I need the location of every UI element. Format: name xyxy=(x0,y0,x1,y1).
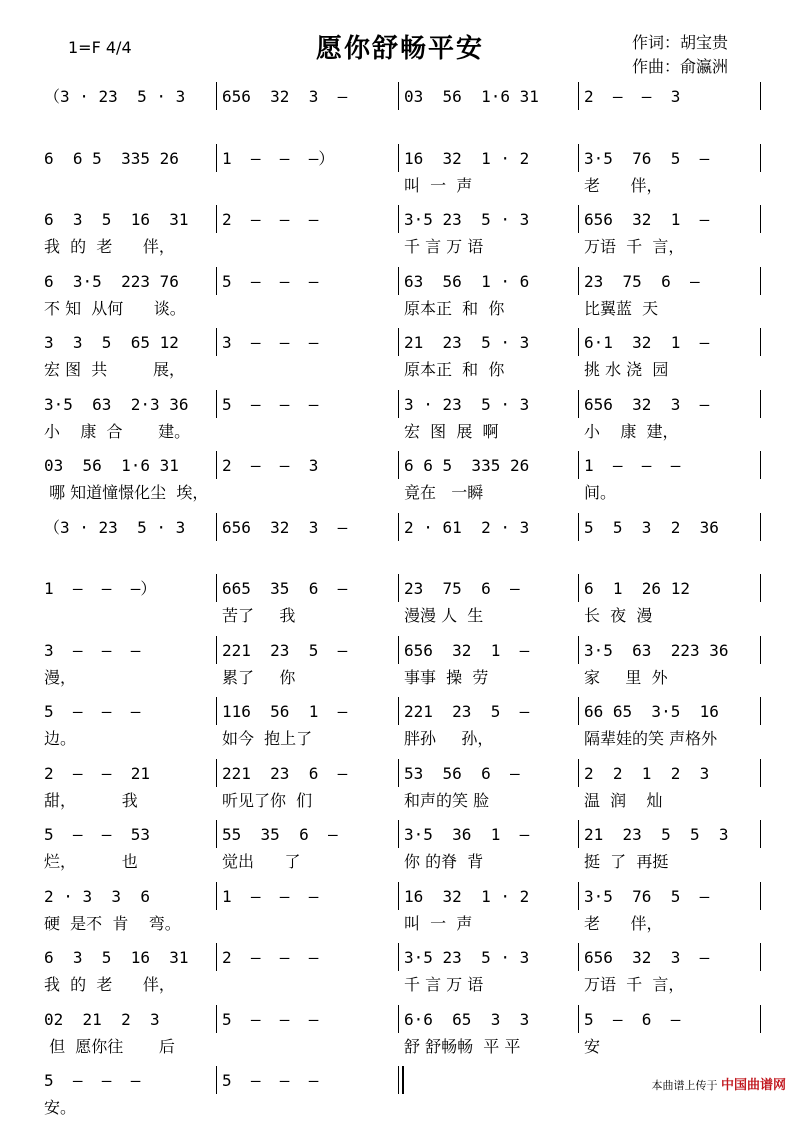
lyric-text: 隔辈娃的笑 声格外 xyxy=(584,729,718,748)
lyric-text: 舒 舒畅畅 平 平 xyxy=(404,1036,521,1056)
bar-line xyxy=(216,820,217,848)
lyric-text xyxy=(222,359,390,381)
measure-notes: 3 · 23 5 · 3 xyxy=(404,394,530,414)
measure-notes: 03 56 1·6 31 xyxy=(44,456,179,475)
bar-line xyxy=(578,144,579,172)
lyric-text: 你 的脊 背 xyxy=(404,852,484,871)
bar-line xyxy=(398,636,399,664)
lyric-text xyxy=(222,298,390,320)
key-signature: 1=F 4/4 xyxy=(68,38,132,57)
measure-notes: 6 3 5 16 31 xyxy=(44,210,189,229)
footer xyxy=(651,1074,786,1093)
bar-line xyxy=(578,697,579,725)
lyric-text: 千 言 万 语 xyxy=(404,975,484,994)
measure-notes: 1 — — —） xyxy=(44,579,157,598)
bar-line xyxy=(760,267,761,295)
score-row xyxy=(0,816,800,878)
lyric-text: 长 夜 漫 xyxy=(584,606,653,625)
score-row xyxy=(0,939,800,1001)
measure-notes: （3 · 23 5 · 3 xyxy=(44,517,186,537)
bar-line xyxy=(578,759,579,787)
site-logo: 中国曲谱网 xyxy=(720,1078,786,1093)
bar-line xyxy=(216,390,217,418)
measure-notes: 5 5 3 2 36 xyxy=(584,517,719,537)
measure-notes: 6 6 5 335 26 xyxy=(44,148,179,168)
lyric-text: 小 康 建， xyxy=(584,421,679,441)
bar-line xyxy=(216,759,217,787)
bar-line xyxy=(216,574,217,602)
bar-line xyxy=(398,697,399,725)
lyric-text: 宏 图 共 展， xyxy=(44,360,186,379)
lyric-text: 苦了 我 xyxy=(222,606,296,625)
measure-notes: 63 56 1 · 6 xyxy=(404,271,530,291)
measure-notes: 2 · 61 2 · 3 xyxy=(404,517,530,537)
lyric-text xyxy=(222,421,390,443)
score-row xyxy=(0,1062,800,1124)
measure-notes: 656 32 3 — xyxy=(222,87,348,106)
bar-line xyxy=(578,390,579,418)
bar-line xyxy=(398,328,399,356)
measure-notes: 5 — — — xyxy=(222,271,319,291)
bar-line xyxy=(578,820,579,848)
measure-notes: 3 — — — xyxy=(222,333,319,352)
lyric-text: 不 知 从何 谈。 xyxy=(44,298,186,318)
measure-notes: 3 3 5 65 12 xyxy=(44,333,179,352)
measure-notes: 23 75 6 — xyxy=(404,579,520,598)
measure-notes: 03 56 1·6 31 xyxy=(404,87,539,106)
measure-notes: 3·5 76 5 — xyxy=(584,148,710,168)
measure-notes: 3·5 63 223 36 xyxy=(584,640,729,660)
measure-notes: 1 — — — xyxy=(584,456,681,475)
lyric-text: 如今 抱上了 xyxy=(222,729,313,748)
score-row xyxy=(0,140,800,202)
lyric-text xyxy=(44,544,212,566)
measure-notes: 2 — — 21 xyxy=(44,763,150,783)
bar-line xyxy=(760,943,761,971)
bar-line xyxy=(578,513,579,541)
measure-notes: 3·5 23 5 · 3 xyxy=(404,948,530,967)
lyric-text xyxy=(584,113,752,135)
bar-line xyxy=(398,82,399,110)
bar-line xyxy=(398,882,399,910)
lyric-text: 烂， 也 xyxy=(44,852,138,871)
measure-notes: 221 23 6 — xyxy=(222,763,348,783)
lyric-text: 累了 你 xyxy=(222,667,296,687)
bar-line xyxy=(216,82,217,110)
score-row xyxy=(0,78,800,140)
bar-line xyxy=(216,697,217,725)
measure-notes: 2 — — 3 xyxy=(222,456,319,475)
bar-line xyxy=(578,1005,579,1033)
bar-line xyxy=(578,82,579,110)
measure-notes: 5 — — — xyxy=(222,1009,319,1029)
measure-notes: 5 — — — xyxy=(222,394,319,414)
bar-line xyxy=(398,943,399,971)
bar-line xyxy=(760,328,761,356)
lyricist-credit: 作词：胡宝贵 xyxy=(632,33,729,52)
bar-line xyxy=(216,1066,217,1094)
bar-line xyxy=(216,267,217,295)
lyric-text: 家 里 外 xyxy=(584,667,668,687)
bar-line xyxy=(398,759,399,787)
measure-notes: 5 — — 53 xyxy=(44,825,150,844)
measure-notes: 2 2 1 2 3 xyxy=(584,763,710,783)
lyric-text: 万语 千 言， xyxy=(584,237,685,256)
measure-notes: 2 — — — xyxy=(222,948,319,967)
composer-credit: 作曲：俞瀛洲 xyxy=(632,57,729,76)
measure-notes: 3·5 23 5 · 3 xyxy=(404,210,530,229)
measure-notes: 5 — — — xyxy=(44,702,141,721)
measure-notes: 1 — — — xyxy=(222,886,319,906)
bar-line xyxy=(760,513,761,541)
measure-notes: 6 1 26 12 xyxy=(584,579,690,598)
measure-notes: 55 35 6 — xyxy=(222,825,338,844)
measure-notes: 6 3·5 223 76 xyxy=(44,271,179,291)
measure-notes: 221 23 5 — xyxy=(222,640,348,660)
bar-line xyxy=(216,943,217,971)
lyric-text: 老 伴， xyxy=(584,175,663,195)
score-row xyxy=(0,447,800,509)
measure-notes: 21 23 5 5 3 xyxy=(584,825,729,844)
score-row xyxy=(0,201,800,263)
lyric-text xyxy=(44,605,212,627)
lyric-text xyxy=(44,175,212,197)
bar-line xyxy=(398,1066,399,1094)
lyric-text: 温 润 灿 xyxy=(584,790,663,810)
bar-line xyxy=(216,205,217,233)
measure-notes: 53 56 6 — xyxy=(404,763,520,783)
lyric-text: 硬 是不 肯 弯。 xyxy=(44,913,181,933)
lyric-text: 挑 水 浇 园 xyxy=(584,360,669,379)
bar-line xyxy=(760,759,761,787)
score-row xyxy=(0,632,800,694)
bar-line xyxy=(760,636,761,664)
footer-text: 本曲谱上传于 xyxy=(651,1079,718,1092)
bar-line xyxy=(578,205,579,233)
lyric-text: 漫漫 人 生 xyxy=(404,606,484,625)
bar-line xyxy=(398,267,399,295)
lyric-text: 宏 图 展 啊 xyxy=(404,421,499,441)
measure-notes: 23 75 6 — xyxy=(584,271,700,291)
score-row xyxy=(0,755,800,817)
measure-notes: 6·6 65 3 3 xyxy=(404,1009,530,1029)
score-row xyxy=(0,570,800,632)
measure-notes: 656 32 3 — xyxy=(584,948,710,967)
bar-line xyxy=(398,144,399,172)
bar-line xyxy=(760,205,761,233)
measure-notes: 6·1 32 1 — xyxy=(584,333,710,352)
lyric-text: 比翼蓝 天 xyxy=(584,298,659,318)
bar-line xyxy=(578,882,579,910)
bar-line xyxy=(398,513,399,541)
lyric-text xyxy=(584,544,752,566)
lyric-text: 事事 操 劳 xyxy=(404,667,489,687)
measure-notes: 3 — — — xyxy=(44,640,141,660)
score-row xyxy=(0,878,800,940)
lyric-text: 胖孙 孙， xyxy=(404,729,494,748)
lyric-text: 间。 xyxy=(584,483,617,502)
bar-line xyxy=(760,1005,761,1033)
bar-line xyxy=(398,1005,399,1033)
score-row xyxy=(0,1001,800,1063)
measure-notes: 1 — — —） xyxy=(222,148,335,168)
lyric-text xyxy=(44,113,212,135)
lyric-text: 哪 知道憧憬化尘 埃， xyxy=(44,483,209,502)
measure-notes: 5 — — — xyxy=(222,1071,319,1090)
measure-notes: 6 3 5 16 31 xyxy=(44,948,189,967)
measure-notes: 665 35 6 — xyxy=(222,579,348,598)
measure-notes: 02 21 2 3 xyxy=(44,1009,160,1029)
measure-notes: 116 56 1 — xyxy=(222,702,348,721)
bar-line xyxy=(578,451,579,479)
bar-line xyxy=(216,636,217,664)
lyric-text xyxy=(222,974,390,996)
lyric-text: 挺 了 再挺 xyxy=(584,852,669,871)
measure-notes: 656 32 1 — xyxy=(584,210,710,229)
bar-line xyxy=(578,267,579,295)
bar-line xyxy=(578,328,579,356)
measure-notes: 5 — — — xyxy=(44,1071,141,1090)
lyric-text xyxy=(222,1097,390,1119)
bar-line xyxy=(578,636,579,664)
lyric-text: 听见了你 们 xyxy=(222,790,313,810)
measure-notes: 3·5 76 5 — xyxy=(584,886,710,906)
lyric-text xyxy=(404,544,572,566)
lyric-text: 叫 一 声 xyxy=(404,913,473,933)
bar-line xyxy=(216,882,217,910)
bar-line xyxy=(760,82,761,110)
measure-notes: 5 — 6 — xyxy=(584,1009,681,1029)
measure-notes: 2 — — 3 xyxy=(584,87,681,106)
bar-line xyxy=(216,144,217,172)
bar-line xyxy=(216,513,217,541)
measure-notes: 6 6 5 335 26 xyxy=(404,456,530,475)
bar-line xyxy=(578,574,579,602)
lyric-text: 安 xyxy=(584,1036,601,1056)
lyric-text: 边。 xyxy=(44,729,77,748)
lyric-text xyxy=(222,236,390,258)
bar-line xyxy=(216,1005,217,1033)
bar-line xyxy=(760,820,761,848)
score-row xyxy=(0,263,800,325)
lyric-text: 我 的 老 伴， xyxy=(44,237,175,256)
lyric-text: 原本正 和 你 xyxy=(404,360,505,379)
measure-notes: 221 23 5 — xyxy=(404,702,530,721)
bar-line xyxy=(398,205,399,233)
lyric-text: 觉出 了 xyxy=(222,852,301,871)
score-row xyxy=(0,386,800,448)
score-row xyxy=(0,324,800,386)
lyric-text xyxy=(222,544,390,566)
lyric-text: 我 的 老 伴， xyxy=(44,975,175,994)
bar-line xyxy=(760,882,761,910)
lyric-text: 万语 千 言， xyxy=(584,975,685,994)
bar-line xyxy=(398,820,399,848)
bar-line xyxy=(760,697,761,725)
measure-notes: 2 · 3 3 6 xyxy=(44,886,150,906)
measure-notes: （3 · 23 5 · 3 xyxy=(44,87,186,106)
lyric-text: 小 康 合 建。 xyxy=(44,421,191,441)
score-row xyxy=(0,509,800,571)
lyric-text xyxy=(404,113,572,135)
lyric-text xyxy=(222,1036,390,1058)
lyric-text xyxy=(222,913,390,935)
measure-notes: 66 65 3·5 16 xyxy=(584,702,719,721)
measure-notes: 21 23 5 · 3 xyxy=(404,333,530,352)
measure-notes: 656 32 3 — xyxy=(222,517,348,537)
bar-line xyxy=(216,451,217,479)
measure-notes: 3·5 63 2·3 36 xyxy=(44,394,189,414)
bar-line xyxy=(760,574,761,602)
lyric-text xyxy=(222,113,390,135)
lyric-text xyxy=(222,482,390,504)
measure-notes: 16 32 1 · 2 xyxy=(404,148,530,168)
bar-line xyxy=(578,943,579,971)
lyric-text: 千 言 万 语 xyxy=(404,237,484,256)
lyric-text xyxy=(222,175,390,197)
lyric-text: 原本正 和 你 xyxy=(404,298,505,318)
bar-line xyxy=(760,390,761,418)
bar-line xyxy=(760,451,761,479)
final-bar-line xyxy=(402,1066,404,1094)
lyric-text: 漫， xyxy=(44,667,77,687)
lyric-text: 和声的笑 脸 xyxy=(404,790,490,810)
song-title: 愿你舒畅平安 xyxy=(315,34,484,64)
bar-line xyxy=(398,451,399,479)
bar-line xyxy=(398,390,399,418)
measure-notes: 656 32 1 — xyxy=(404,640,530,660)
measure-notes: 16 32 1 · 2 xyxy=(404,886,530,906)
bar-line xyxy=(760,144,761,172)
lyric-text: 老 伴， xyxy=(584,913,663,933)
score-row xyxy=(0,693,800,755)
lyric-text: 甜， 我 xyxy=(44,790,138,810)
bar-line xyxy=(216,328,217,356)
measure-notes: 3·5 36 1 — xyxy=(404,825,530,844)
lyric-text: 安。 xyxy=(44,1098,77,1117)
bar-line xyxy=(398,574,399,602)
measure-notes: 2 — — — xyxy=(222,210,319,229)
measure-notes: 656 32 3 — xyxy=(584,394,710,414)
lyric-text: 竟在 一瞬 xyxy=(404,483,484,502)
lyric-text: 叫 一 声 xyxy=(404,175,473,195)
lyric-text: 但 愿你往 后 xyxy=(44,1036,175,1056)
